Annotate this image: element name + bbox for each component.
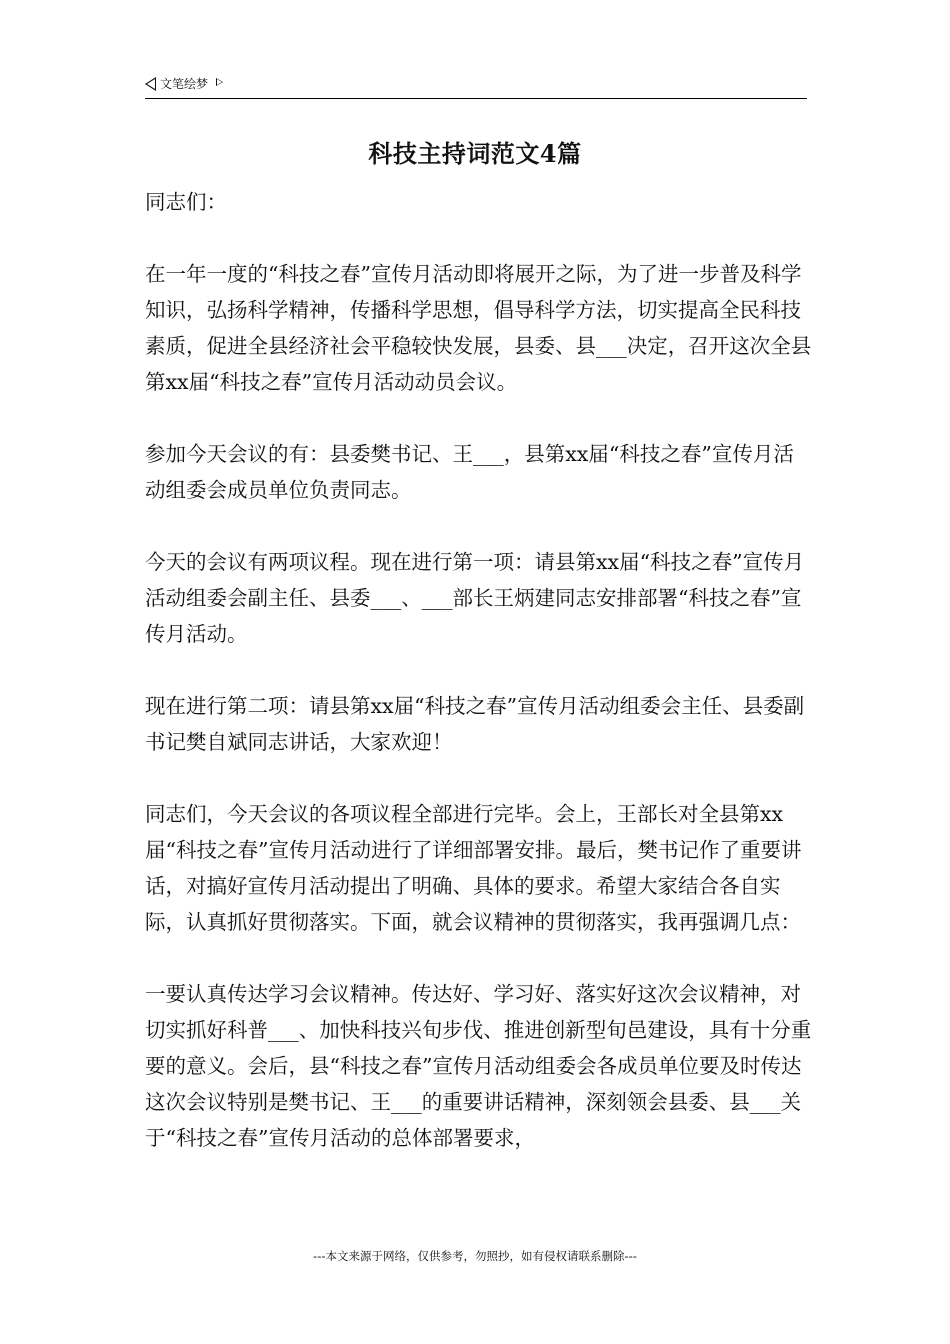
brand-text: 文笔绘梦 (160, 77, 209, 91)
left-triangle-icon (145, 77, 156, 91)
paragraph: 在一年一度的“科技之春”宣传月活动即将展开之际，为了进一步普及科学知识，弘扬科学精神，传播科学思想，倡导科学方法，切实提高全民科技素质，促进全县经济社会平稳较快发展，县委、县___决定，召开这次全县第xx届“科技之春”宣传月活动动员会议。 (145, 262, 812, 394)
paragraph: 参加今天会议的有：县委樊书记、王___，县第xx届“科技之春”宣传月活动组委会成员单位负责同志。 (145, 442, 794, 502)
document-body (145, 184, 813, 1192)
paragraph: 一要认真传达学习会议精神。传达好、学习好、落实好这次会议精神，对切实抓好科普___、加快科技兴旬步伐、推进创新型旬邑建设，具有十分重要的意义。会后，县“科技之春”宣传月活动组委会各成员单位要及时传达这次会议特别是樊书记、王___的重要讲话精神，深刻领会县委、县___关于“科技之春”宣传月活动的总体部署要求， (145, 982, 812, 1150)
page-header (145, 74, 807, 99)
right-triangle-icon (216, 78, 223, 86)
brand-mark (145, 75, 223, 92)
paragraph: 现在进行第二项：请县第xx届“科技之春”宣传月活动组委会主任、县委副书记樊自斌同志讲话，大家欢迎！ (145, 694, 805, 754)
document-title: 科技主持词范文4篇 (368, 139, 582, 168)
paragraph: 今天的会议有两项议程。现在进行第一项：请县第xx届“科技之春”宣传月活动组委会副主任、县委___、___部长王炳建同志安排部署“科技之春”宣传月活动。 (145, 550, 805, 646)
paragraph: 同志们，今天会议的各项议程全部进行完毕。会上，王部长对全县第xx届“科技之春”宣传月活动进行了详细部署安排。最后，樊书记作了重要讲话，对搞好宣传月活动提出了明确、具体的要求。希望大家结合各自实际，认真抓好贯彻落实。下面，就会议精神的贯彻落实，我再强调几点： (145, 802, 802, 934)
greeting: 同志们： (145, 190, 227, 214)
footer-disclaimer: ---本文来源于网络，仅供参考，勿照抄，如有侵权请联系删除--- (313, 1249, 637, 1263)
